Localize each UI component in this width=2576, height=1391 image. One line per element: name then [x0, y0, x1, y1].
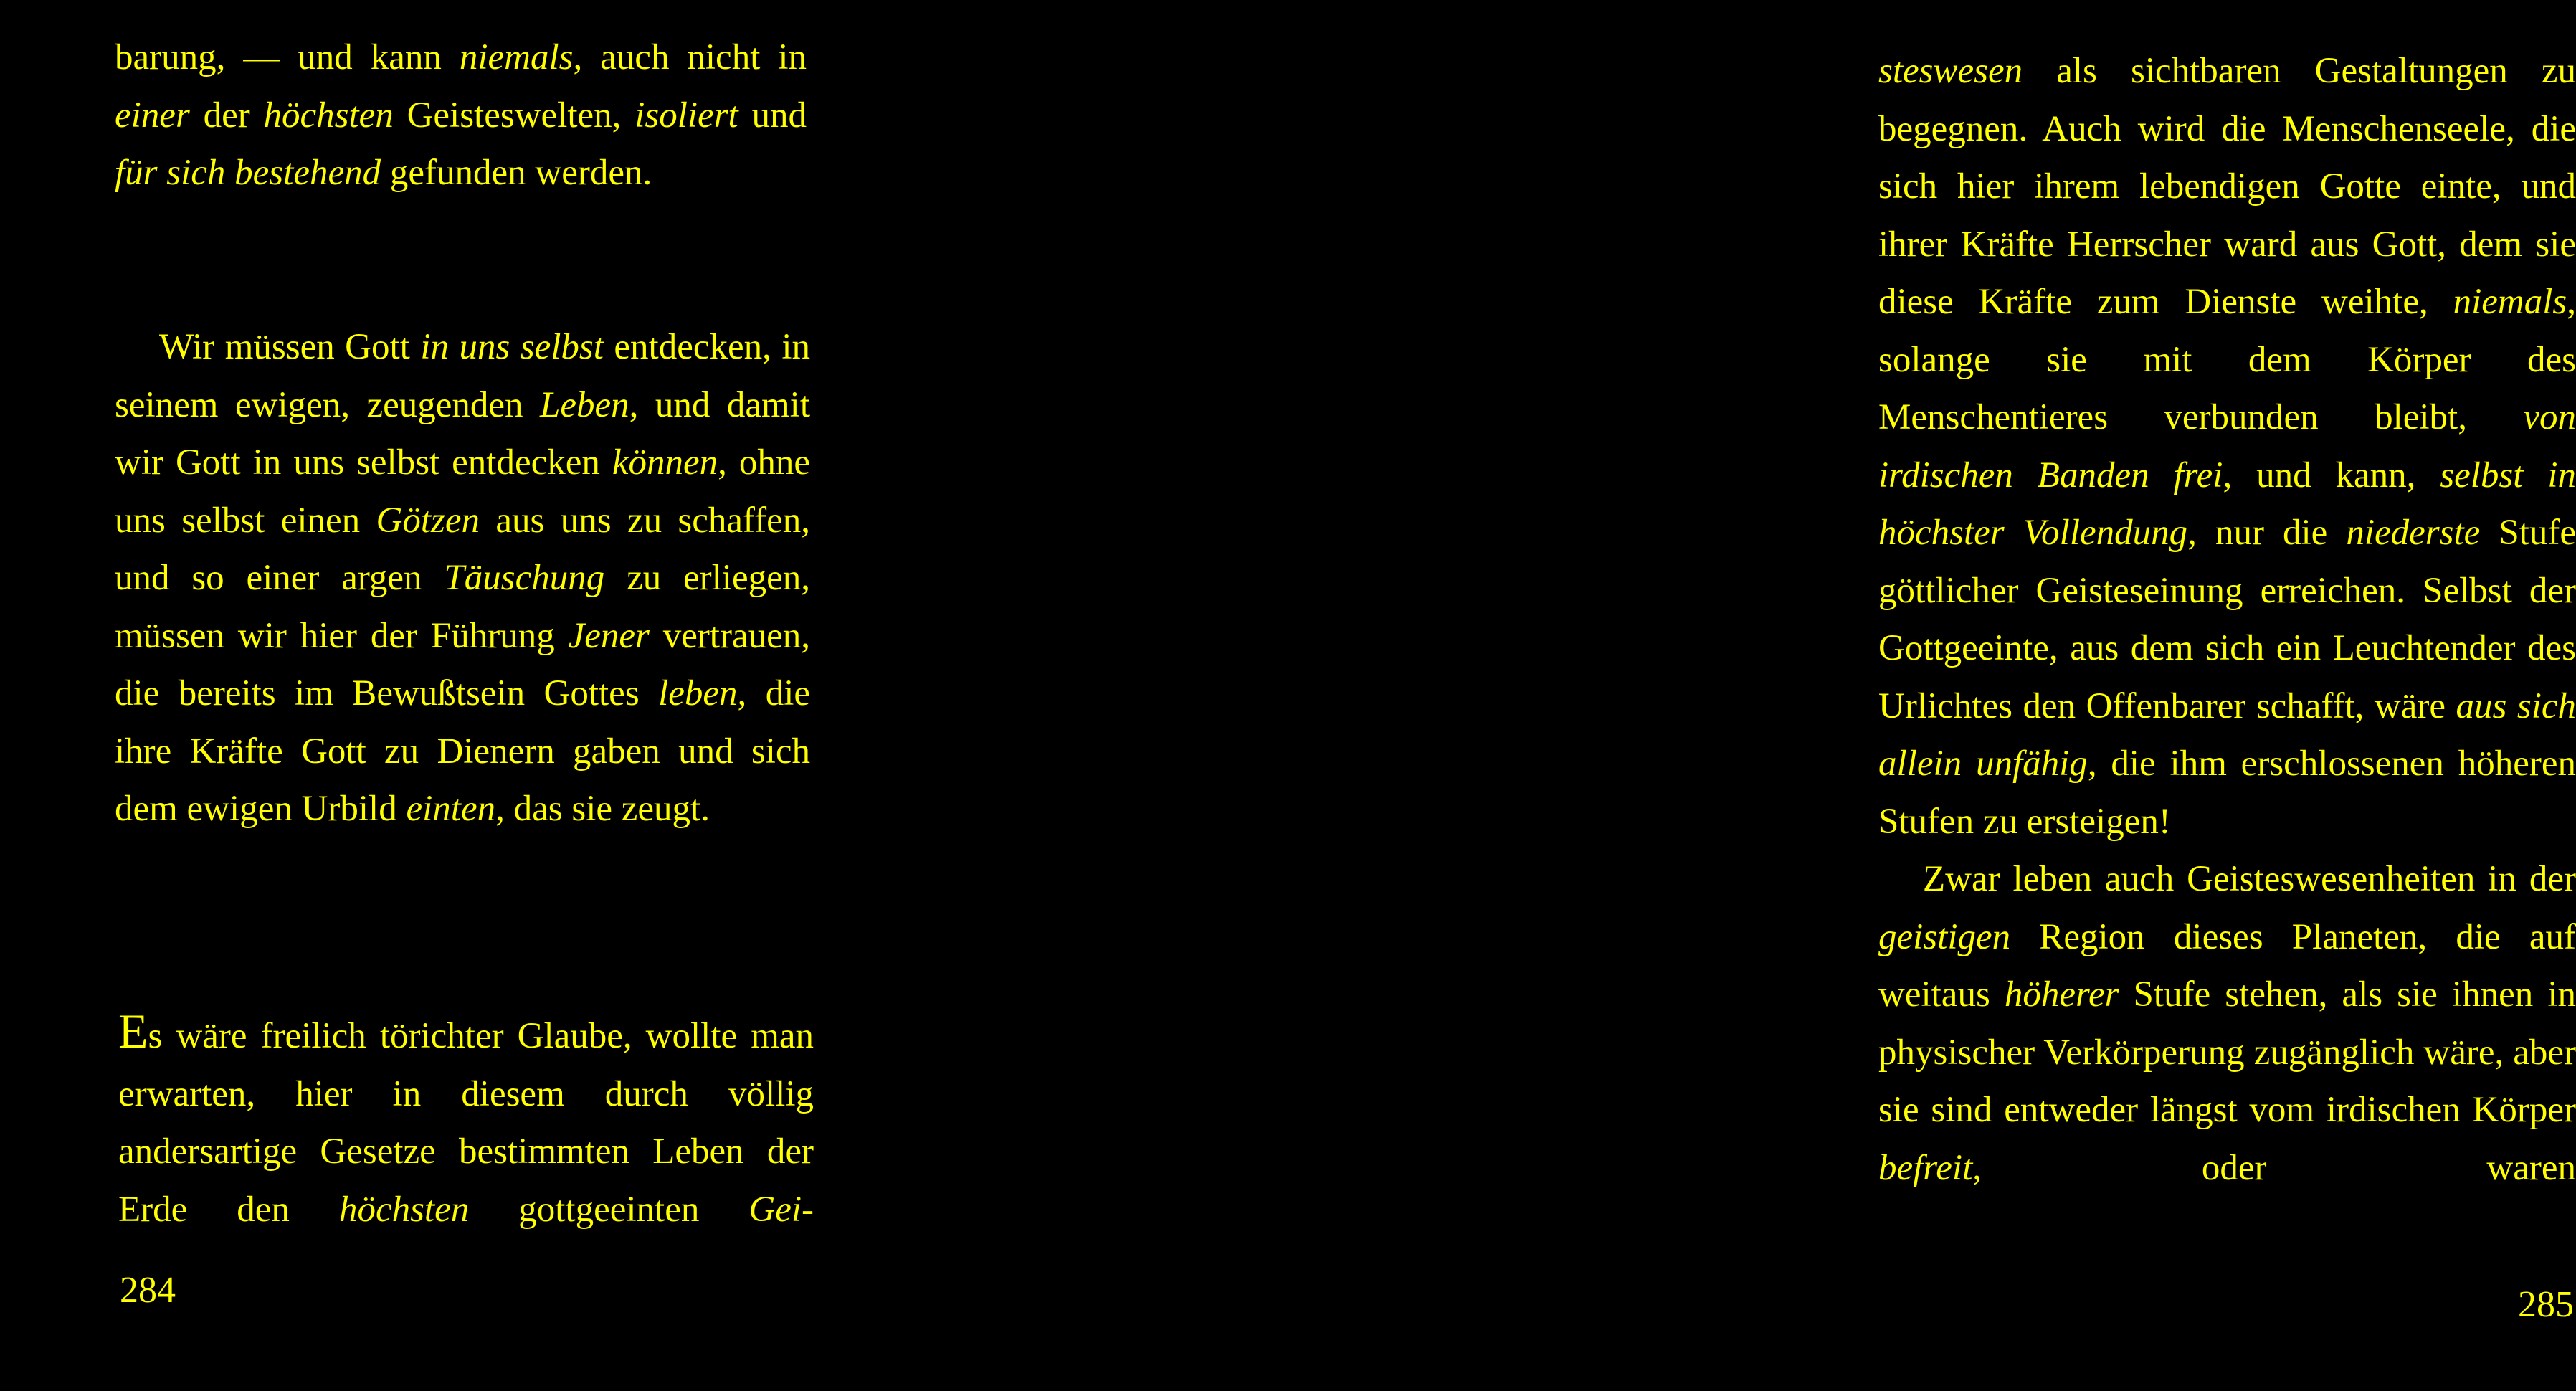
page-number-left: 284 — [120, 1270, 176, 1311]
text-run: , ohne uns selbst einen — [115, 442, 810, 541]
text-run: barung, — und kann — [115, 37, 460, 77]
text-run: Zwar leben auch Geisteswesenheiten in der — [1923, 859, 2576, 899]
emphasis: steswesen — [1878, 51, 2023, 91]
text-run: Geisteswelten, — [393, 95, 635, 136]
emphasis: Götzen — [376, 500, 480, 541]
left-paragraph-2 — [115, 318, 810, 838]
emphasis: befreit — [1878, 1147, 1973, 1188]
emphasis: Gei- — [748, 1189, 814, 1230]
text-run: Stufe göttlicher Geisteseinung erreichen. Selbst der Gottgeeinte, aus dem sich ein Leuchtender des Urlichtes den Offenbarer schafft, wäre — [1878, 513, 2576, 726]
left-paragraph-1 — [115, 29, 807, 202]
drop-cap: E — [118, 1004, 148, 1058]
emphasis: Täuschung — [444, 558, 605, 598]
text-run: , oder waren — [1972, 1147, 2576, 1188]
emphasis: für sich bestehend — [115, 153, 381, 193]
left-paragraph-3 — [118, 1004, 814, 1238]
emphasis: geistigen — [1878, 916, 2011, 957]
text-run: Wir müssen Gott — [159, 327, 421, 367]
emphasis: von irdischen Banden frei — [1878, 397, 2576, 495]
emphasis: Leben — [539, 384, 629, 425]
text-run: , das sie zeugt. — [495, 789, 710, 829]
right-paragraph-1 — [1878, 42, 2576, 850]
text-run: entdecken, in seinem ewigen, zeugenden — [115, 327, 810, 425]
text-run: und — [738, 95, 807, 136]
text-run: , solange sie mit dem Körper des Menschentieres verbunden bleibt, — [1878, 282, 2576, 437]
emphasis: einer — [115, 95, 190, 136]
text-run: , auch nicht in — [573, 37, 807, 77]
text-run: gottgeeinten — [469, 1189, 749, 1230]
right-page — [896, 0, 2576, 1391]
emphasis: höchsten — [338, 1189, 470, 1230]
emphasis: aus sich allein unfähig — [1878, 685, 2576, 784]
left-page — [0, 0, 896, 1391]
text-run: zu erliegen, müssen wir hier der Führung — [115, 558, 811, 656]
emphasis: höherer — [2004, 974, 2119, 1015]
emphasis: Jener — [568, 615, 650, 656]
text-run: aus uns zu schaffen, und so einer argen — [115, 500, 810, 598]
emphasis: selbst in höchster Vollendung — [1878, 455, 2576, 553]
emphasis: niemals — [459, 37, 574, 77]
text-run: , die ihm erschlossenen höheren Stufen zu ersteigen! — [1878, 744, 2576, 842]
page-number-right: 285 — [2518, 1284, 2574, 1325]
text-run: , und kann, — [2223, 455, 2440, 495]
right-text — [1878, 42, 2576, 1197]
text-run: der — [189, 95, 264, 136]
text-run: gefunden werden. — [381, 153, 652, 193]
text-run: , und damit wir Gott in uns selbst entdecken — [115, 384, 810, 483]
text-run: s wäre freilich törichter Glaube, wollte man erwarten, hier in diesem durch völlig andersartige Gesetze bestimmten Leben der Erde den — [118, 1016, 814, 1230]
emphasis: isoliert — [635, 95, 738, 136]
text-run: als sichtbaren Gestaltungen zu begegnen. Auch wird die Menschenseele, die sich hier ihrem lebendigen Gotte einte, und ihrer Kräfte Herrscher ward aus Gott, dem sie diese Kräfte zum Dienste weihte, — [1878, 51, 2576, 322]
text-run: vertrauen, die bereits im Bewußtsein Gottes — [115, 615, 810, 713]
emphasis: leben — [658, 673, 738, 713]
emphasis: in uns selbst — [420, 327, 604, 367]
emphasis: höchsten — [263, 95, 394, 136]
emphasis: niemals — [2453, 282, 2567, 322]
emphasis: einten — [406, 789, 496, 829]
right-paragraph-2 — [1878, 850, 2576, 1197]
text-run: , nur die — [2187, 513, 2347, 553]
emphasis: können — [612, 442, 718, 483]
text-run: , die ihre Kräfte Gott zu Dienern gaben und sich dem ewigen Urbild — [115, 673, 810, 829]
text-run: Region dieses Planeten, die auf weitaus — [1878, 916, 2576, 1015]
emphasis: niederste — [2346, 513, 2481, 553]
text-run: Stufe stehen, als sie ihnen in physischer Verkörperung zugänglich wäre, aber sie sind entweder längst vom irdischen Körper — [1878, 974, 2576, 1130]
